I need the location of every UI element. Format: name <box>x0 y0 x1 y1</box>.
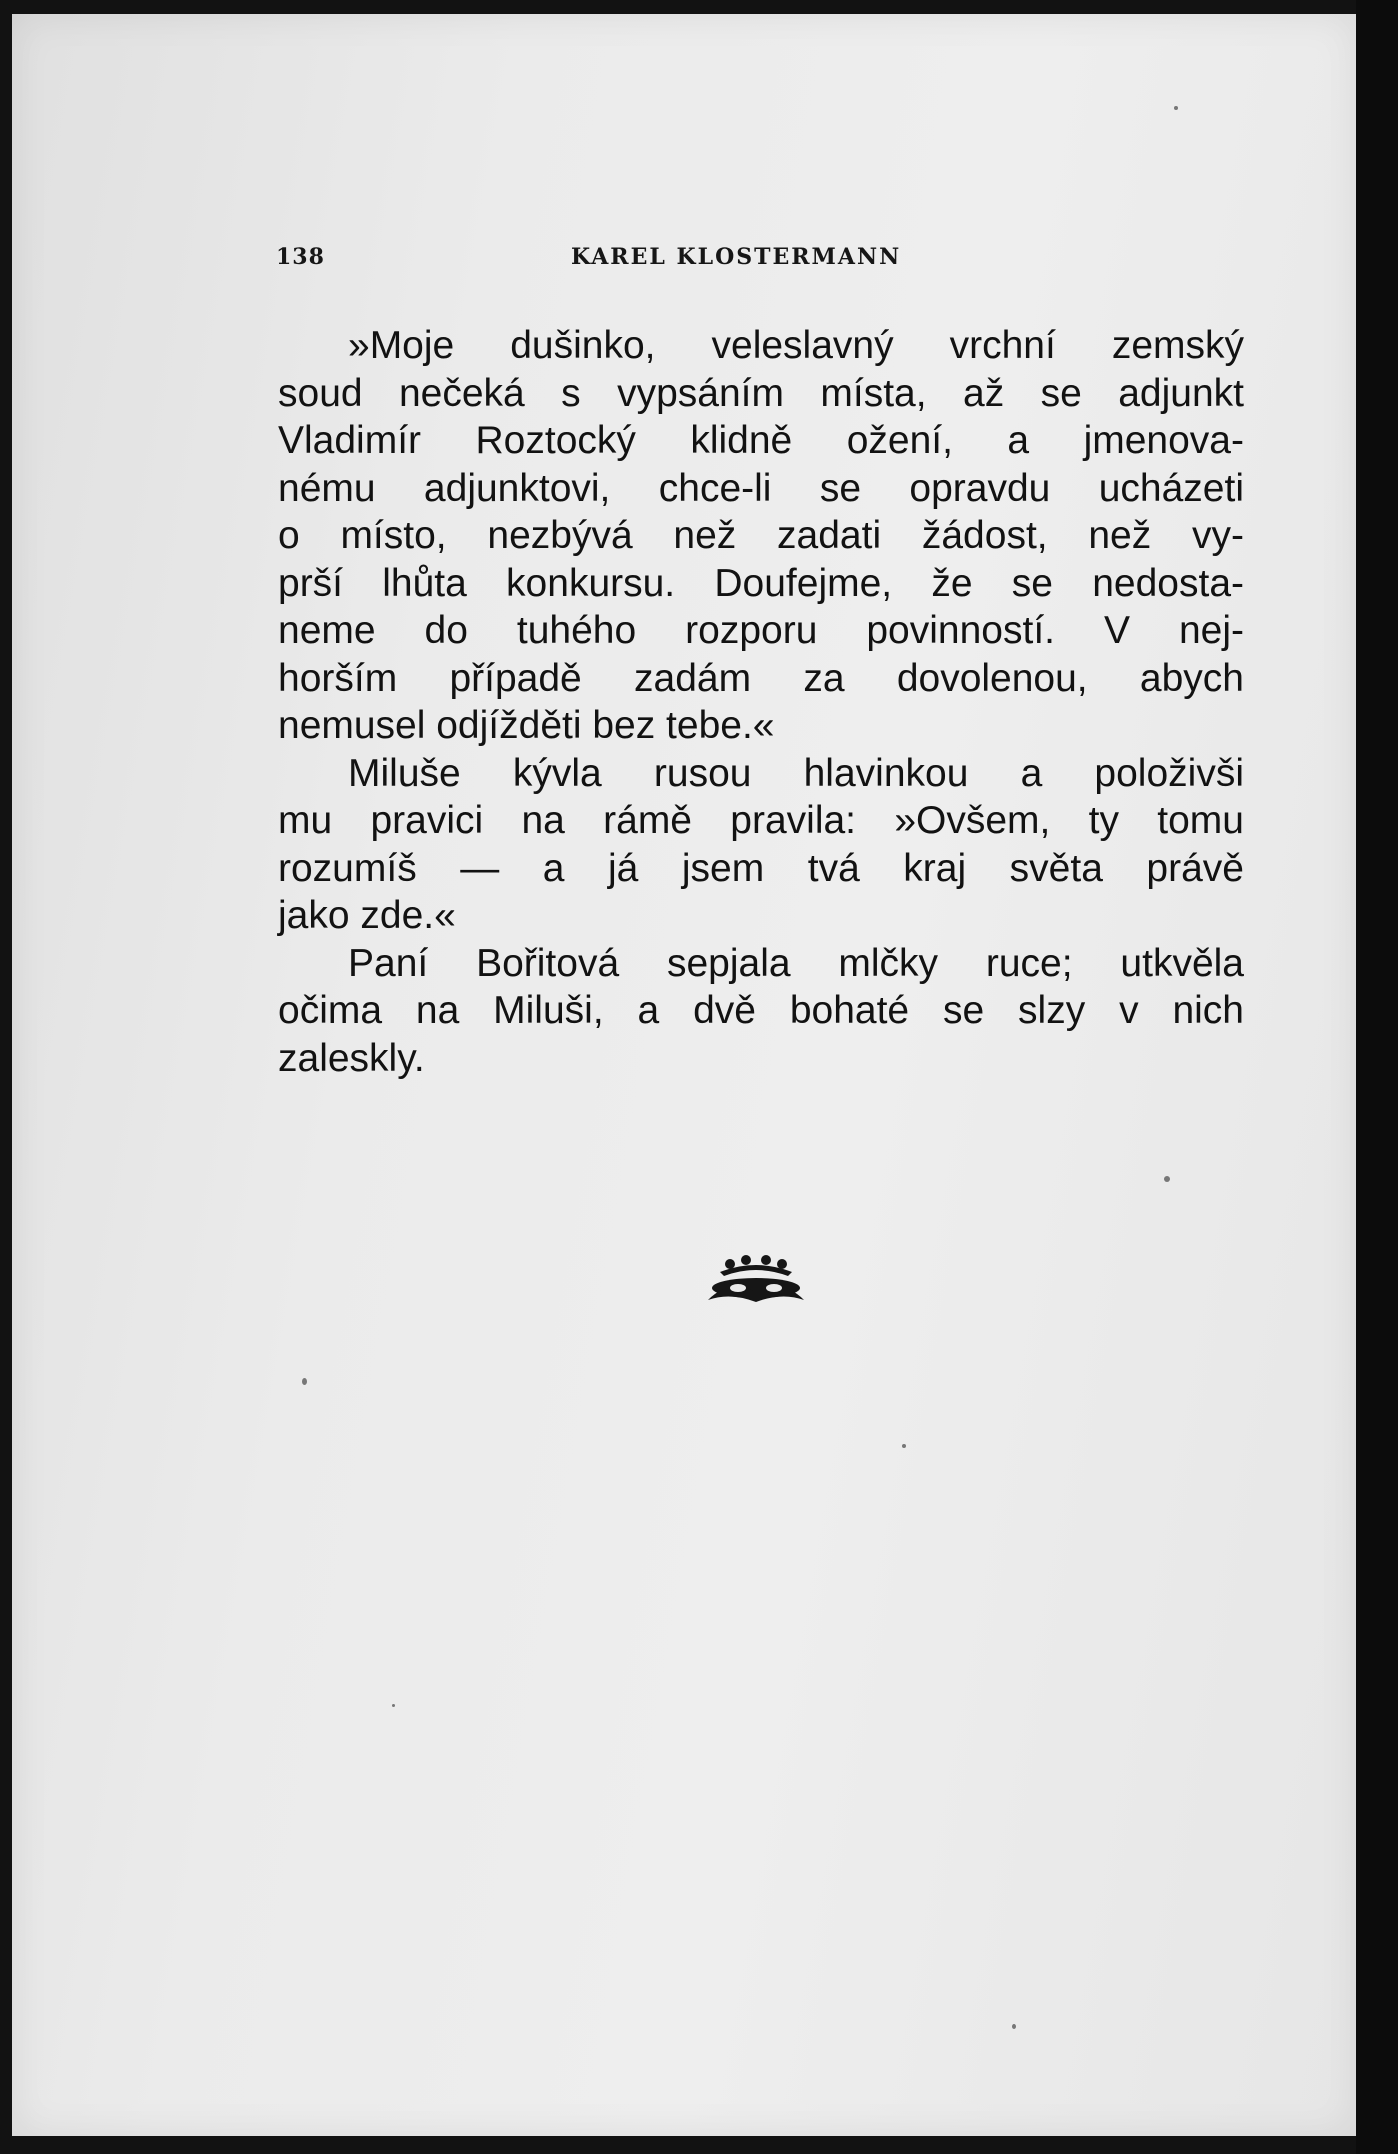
text-line: Vladimír Roztocký klidně ožení, a jmenova- <box>278 419 1244 462</box>
text-line: Paní Bořitová sepjala mlčky ruce; utkvěla <box>348 941 1244 985</box>
text-line: zaleskly. <box>278 1036 425 1080</box>
text-line: mu pravici na rámě pravila: »Ovšem, ty tomu <box>278 799 1244 842</box>
text-line: jako zde.« <box>278 894 456 937</box>
text-line: soud nečeká s vypsáním místa, až se adjunkt <box>278 371 1244 415</box>
page-header <box>276 244 1244 274</box>
text-line: nemusel odjížděti bez tebe.« <box>278 704 775 747</box>
text-line: neme do tuhého rozporu povinností. V nej- <box>278 609 1244 652</box>
paper-speck <box>392 1704 395 1707</box>
paper-speck <box>1164 1176 1170 1182</box>
paper-speck <box>302 1378 307 1385</box>
text-line: horším případě zadám za dovolenou, abych <box>278 656 1244 700</box>
text-line: nému adjunktovi, chce-li se opravdu ucházeti <box>278 466 1244 510</box>
page-number: 138 <box>276 244 325 270</box>
text-line: »Moje dušinko, veleslavný vrchní zemský <box>348 324 1244 367</box>
page-edge-shadow <box>1356 0 1398 2154</box>
paper-speck <box>902 1444 906 1448</box>
body-text <box>278 322 1244 1082</box>
running-head: KAREL KLOSTERMANN <box>571 244 902 270</box>
text-line: prší lhůta konkursu. Doufejme, že se nedosta- <box>278 561 1244 605</box>
text-line: Miluše kývla rusou hlavinkou a položivši <box>348 751 1244 795</box>
text-line: o místo, nezbývá než zadati žádost, než vy- <box>278 514 1244 557</box>
ornament-icon <box>700 1252 812 1310</box>
paper-speck <box>1174 106 1178 110</box>
text-line: rozumíš — a já jsem tvá kraj světa právě <box>278 846 1244 890</box>
paper-speck <box>1012 2024 1016 2029</box>
text-line: očima na Miluši, a dvě bohaté se slzy v nich <box>278 989 1244 1032</box>
